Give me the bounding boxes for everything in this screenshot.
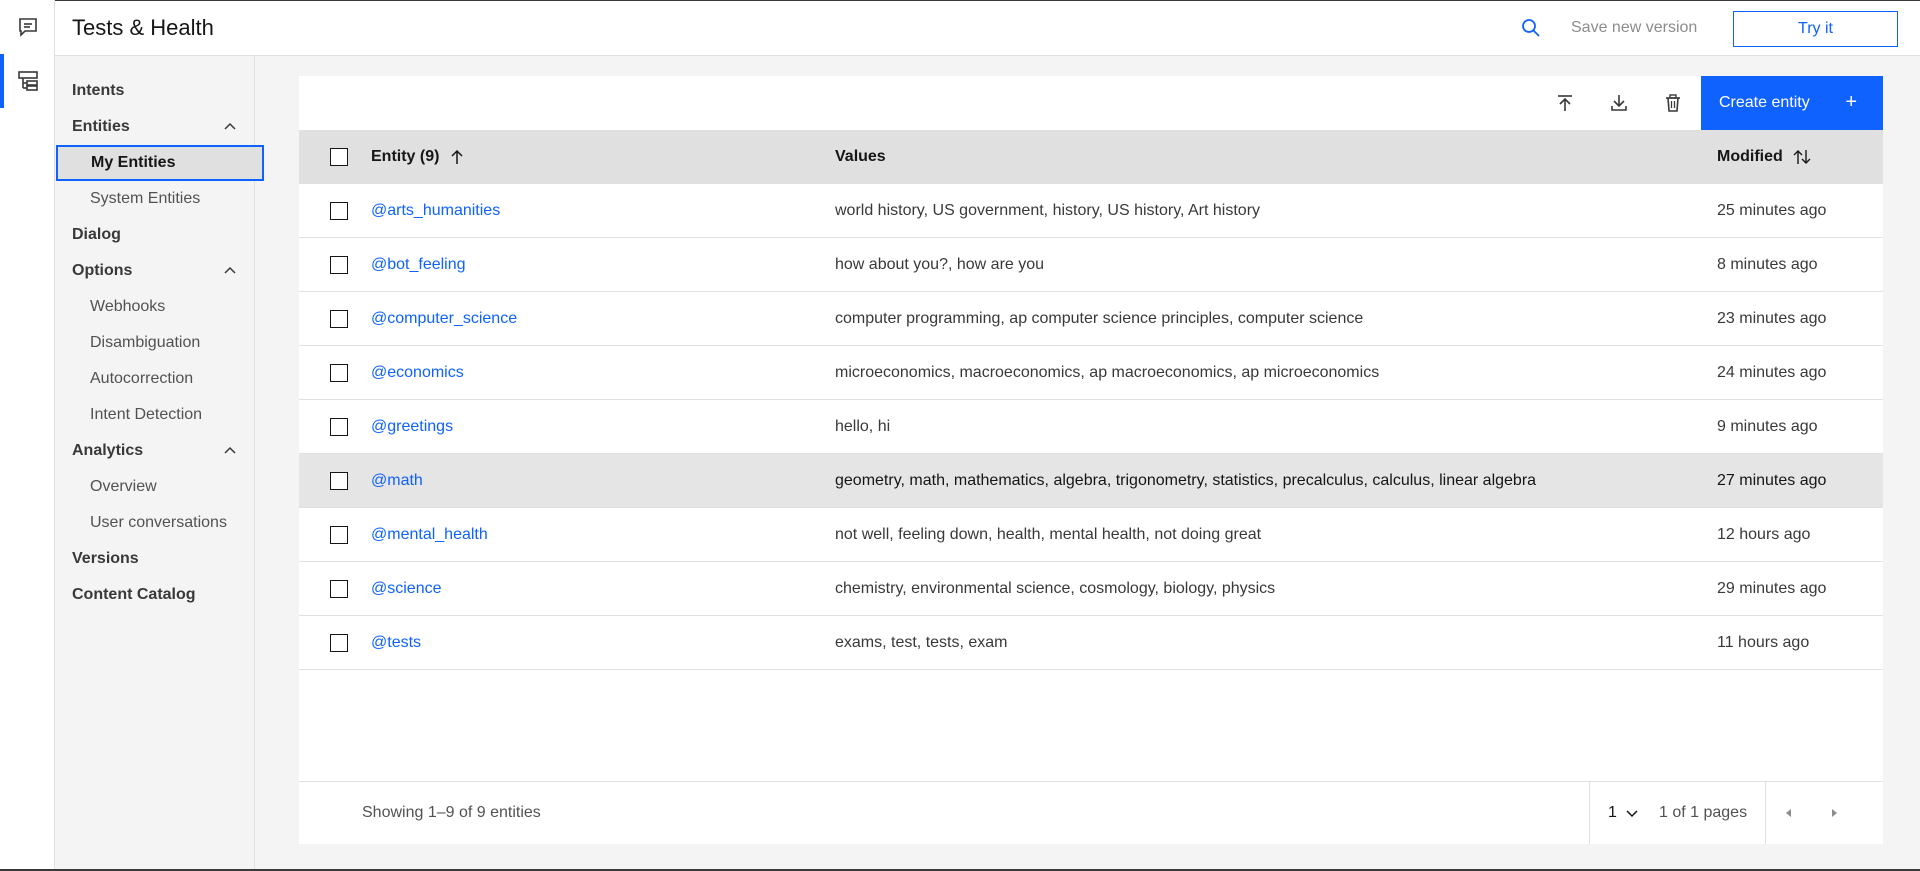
sidebar-item-my-entities[interactable]: My Entities bbox=[56, 145, 264, 181]
modified-column-header[interactable]: Modified bbox=[1717, 148, 1811, 166]
upload-icon bbox=[1555, 93, 1575, 113]
select-all-checkbox[interactable] bbox=[330, 148, 348, 166]
sidebar-item-disambiguation[interactable]: Disambiguation bbox=[90, 334, 201, 351]
save-new-version-button[interactable]: Save new version bbox=[1571, 19, 1698, 36]
table-row[interactable] bbox=[299, 400, 1883, 454]
plus-icon: + bbox=[1845, 91, 1857, 113]
entity-link[interactable]: @bot_feeling bbox=[371, 255, 466, 273]
entity-link[interactable]: @greetings bbox=[371, 417, 454, 435]
chevron-up-icon[interactable] bbox=[223, 264, 237, 278]
row-checkbox[interactable] bbox=[330, 472, 348, 490]
entity-modified: 23 minutes ago bbox=[1717, 309, 1827, 327]
sidebar-item-versions[interactable]: Versions bbox=[72, 550, 139, 567]
entity-values: geometry, math, mathematics, algebra, trigonometry, statistics, precalculus, calculus, linear algebra bbox=[835, 471, 1537, 489]
entity-values: hello, hi bbox=[835, 417, 891, 435]
delete-button[interactable] bbox=[1661, 91, 1685, 115]
entity-modified: 25 minutes ago bbox=[1717, 201, 1827, 219]
download-button[interactable] bbox=[1607, 91, 1631, 115]
table-row[interactable] bbox=[299, 292, 1883, 346]
entity-column-header[interactable]: Entity (9) bbox=[371, 148, 464, 166]
sidebar-item-autocorrection[interactable]: Autocorrection bbox=[90, 370, 194, 387]
values-column-header: Values bbox=[835, 148, 886, 165]
create-entity-button[interactable]: Create entity + bbox=[1701, 76, 1883, 130]
sort-icon[interactable] bbox=[1793, 149, 1811, 165]
entity-values: chemistry, environmental science, cosmology, biology, physics bbox=[835, 579, 1276, 597]
sidebar-item-webhooks[interactable]: Webhooks bbox=[90, 298, 166, 315]
row-checkbox[interactable] bbox=[330, 202, 348, 220]
table-row[interactable] bbox=[299, 454, 1883, 508]
table-row[interactable] bbox=[299, 616, 1883, 670]
next-page-button[interactable] bbox=[1811, 782, 1857, 844]
row-checkbox[interactable] bbox=[330, 634, 348, 652]
page-title: Tests & Health bbox=[72, 15, 214, 40]
table-row[interactable] bbox=[299, 184, 1883, 238]
row-checkbox[interactable] bbox=[330, 580, 348, 598]
chevron-up-icon[interactable] bbox=[223, 120, 237, 134]
page-header bbox=[55, 0, 1920, 56]
table-toolbar bbox=[299, 76, 1883, 130]
row-checkbox[interactable] bbox=[330, 526, 348, 544]
sidebar-item-overview[interactable]: Overview bbox=[90, 478, 157, 495]
entity-modified: 27 minutes ago bbox=[1717, 471, 1827, 489]
chat-rail-button[interactable] bbox=[0, 0, 55, 54]
row-checkbox[interactable] bbox=[330, 418, 348, 436]
entities-card bbox=[299, 76, 1883, 844]
entity-modified: 29 minutes ago bbox=[1717, 579, 1827, 597]
entity-link[interactable]: @computer_science bbox=[371, 309, 518, 327]
caret-right-icon bbox=[1829, 808, 1839, 818]
entity-link[interactable]: @math bbox=[371, 471, 423, 489]
entity-values: microeconomics, macroeconomics, ap macroeconomics, ap microeconomics bbox=[835, 363, 1380, 381]
chevron-down-icon bbox=[1625, 806, 1639, 820]
sidebar-item-entities[interactable]: Entities bbox=[55, 110, 255, 144]
entity-values: exams, test, tests, exam bbox=[835, 633, 1008, 651]
table-row[interactable] bbox=[299, 238, 1883, 292]
entity-link[interactable]: @science bbox=[371, 579, 442, 597]
entity-modified: 9 minutes ago bbox=[1717, 417, 1818, 435]
chat-icon bbox=[17, 16, 39, 38]
entity-values: not well, feeling down, health, mental health, not doing great bbox=[835, 525, 1262, 543]
row-checkbox[interactable] bbox=[330, 256, 348, 274]
item-count-label: Showing 1–9 of 9 entities bbox=[362, 804, 541, 821]
download-icon bbox=[1609, 93, 1629, 113]
page-select[interactable]: 1 bbox=[1589, 782, 1659, 844]
trash-icon bbox=[1663, 93, 1683, 113]
caret-left-icon bbox=[1784, 808, 1794, 818]
entity-values: world history, US government, history, US history, Art history bbox=[835, 201, 1261, 219]
search-icon[interactable] bbox=[1521, 18, 1541, 38]
entity-link[interactable]: @economics bbox=[371, 363, 464, 381]
skill-rail-button[interactable] bbox=[0, 54, 55, 108]
sidebar-item-options[interactable]: Options bbox=[55, 254, 255, 288]
entity-modified: 12 hours ago bbox=[1717, 525, 1811, 543]
sidebar-item-intent-detection[interactable]: Intent Detection bbox=[90, 406, 203, 423]
row-checkbox[interactable] bbox=[330, 310, 348, 328]
table-row[interactable] bbox=[299, 346, 1883, 400]
sidebar-item-user-conversations[interactable]: User conversations bbox=[90, 514, 227, 531]
entity-link[interactable]: @arts_humanities bbox=[371, 201, 501, 219]
sidebar-nav bbox=[55, 56, 255, 871]
skill-tree-icon bbox=[17, 70, 39, 92]
sidebar-item-analytics[interactable]: Analytics bbox=[55, 434, 255, 468]
entity-modified: 8 minutes ago bbox=[1717, 255, 1818, 273]
entity-values: computer programming, ap computer science principles, computer science bbox=[835, 309, 1364, 327]
entity-values: how about you?, how are you bbox=[835, 255, 1045, 273]
sidebar-item-intents[interactable]: Intents bbox=[72, 82, 125, 99]
try-it-button[interactable]: Try it bbox=[1733, 11, 1898, 47]
page-count-label: 1 of 1 pages bbox=[1659, 804, 1748, 821]
sidebar-item-system-entities[interactable]: System Entities bbox=[90, 190, 201, 207]
upload-button[interactable] bbox=[1553, 91, 1577, 115]
left-rail bbox=[0, 0, 55, 871]
table-row[interactable] bbox=[299, 508, 1883, 562]
table-row[interactable] bbox=[299, 562, 1883, 616]
pagination-footer bbox=[299, 781, 1883, 844]
row-checkbox[interactable] bbox=[330, 364, 348, 382]
entity-modified: 24 minutes ago bbox=[1717, 363, 1827, 381]
arrow-up-icon[interactable] bbox=[450, 149, 464, 165]
entity-link[interactable]: @tests bbox=[371, 633, 422, 651]
table-header bbox=[299, 130, 1883, 184]
entity-link[interactable]: @mental_health bbox=[371, 525, 488, 543]
sidebar-item-dialog[interactable]: Dialog bbox=[72, 226, 121, 243]
sidebar-item-content-catalog[interactable]: Content Catalog bbox=[72, 586, 196, 603]
previous-page-button[interactable] bbox=[1765, 782, 1811, 844]
chevron-up-icon[interactable] bbox=[223, 444, 237, 458]
entity-modified: 11 hours ago bbox=[1717, 633, 1810, 651]
